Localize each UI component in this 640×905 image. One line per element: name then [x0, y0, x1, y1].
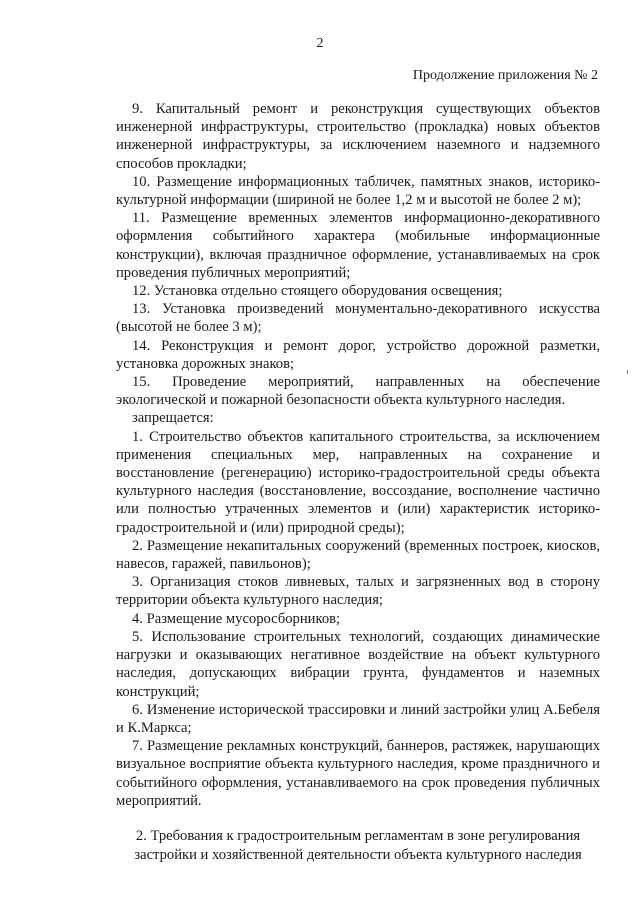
- regulations-body: [116, 100, 600, 810]
- prohibited-item-2: 2. Размещение некапитальных сооружений (временных построек, киосков, навесов, гаражей, павильонов);: [116, 537, 600, 573]
- paragraph-item-12: 12. Установка отдельно стоящего оборудования освещения;: [132, 283, 503, 300]
- prohibited-item-3: 3. Организация стоков ливневых, талых и загрязненных вод в сторону территории объекта культурного наследия;: [116, 574, 600, 609]
- section-heading: 2. Требования к градостроительным регламентам в зоне регулирования застройки и хозяйственной деятельности объекта культурного наследия: [134, 828, 582, 863]
- prohibited-item-5: 5. Использование строительных технологий, создающих динамические нагрузки и оказывающих негативное воздействие на объект культурного наследия, допускающих вибрации грунта, фундаментов и наземных конструкций;: [116, 628, 600, 700]
- paragraph-item-11: 11. Размещение временных элементов информационно-декоративного оформления событийного характера (мобильные информационные конструкции), включая праздничное оформление, устанавливаемых на срок проведения публичных мероприятий;: [116, 210, 600, 281]
- page-number: 2: [316, 36, 324, 51]
- prohibited-item-1: 1. Строительство объектов капитального строительства, за исключением применения специальных мер, направленных на сохранение и восстановление (регенерацию) историко-градостроительной среды объекта культурного наследия (восстановление, воссоздание, восполнение частично или полностью утраченных элементов и (или) характеристик историко-градостроительной и (или) природной среды);: [116, 428, 600, 536]
- appendix-continuation-note: Продолжение приложения № 2: [412, 68, 598, 83]
- paragraph-item-9: 9. Капитальный ремонт и реконструкция существующих объектов инженерной инфраструктуры, строительство (прокладка) новых объектов инженерной инфраструктуры, за исключением наземного и надземного способов прокладки;: [116, 101, 600, 172]
- prohibited-heading: запрещается:: [132, 410, 214, 427]
- prohibited-item-4: 4. Размещение мусоросборников;: [132, 610, 341, 627]
- prohibited-item-6: 6. Изменение исторической трассировки и линий застройки улиц А.Бебеля и К.Маркса;: [116, 701, 600, 736]
- prohibited-item-7: 7. Размещение рекламных конструкций, баннеров, растяжек, нарушающих визуальное восприятие объекта культурного наследия, кроме праздничного и событийного оформления, устанавливаемого на срок проведения публичных мероприятий.: [116, 738, 600, 809]
- margin-mark: [627, 370, 628, 374]
- paragraph-item-10: 10. Размещение информационных табличек, памятных знаков, историко-культурной информации (шириной не более 1,2 м и высотой не более 2 м);: [116, 173, 600, 209]
- paragraph-item-13: 13. Установка произведений монументально-декоративного искусства (высотой не более 3 м);: [116, 301, 600, 336]
- paragraph-item-15: 15. Проведение мероприятий, направленных на обеспечение экологической и пожарной безопасности объекта культурного наследия.: [116, 374, 600, 409]
- paragraph-item-14: 14. Реконструкция и ремонт дорог, устройство дорожной разметки, установка дорожных знаков;: [116, 337, 600, 372]
